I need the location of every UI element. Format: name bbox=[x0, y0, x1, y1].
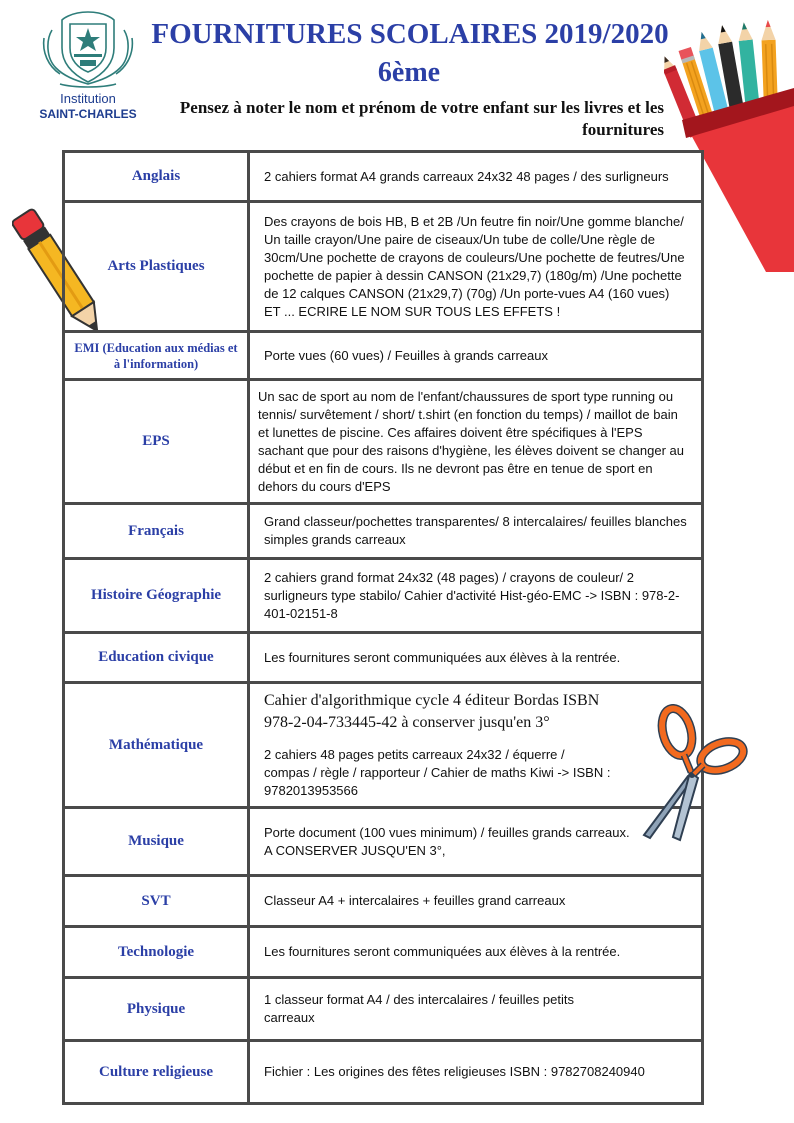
name-reminder-note: Pensez à noter le nom et prénom de votre enfant sur les livres et les fournitures bbox=[179, 98, 664, 139]
table-row bbox=[64, 559, 703, 633]
supply-list bbox=[249, 683, 703, 808]
supply-text: Les fournitures seront communiquées aux élèves à la rentrée. bbox=[264, 944, 621, 959]
table-row bbox=[64, 332, 703, 380]
subject-name: Culture religieuse bbox=[64, 1041, 249, 1104]
subject-name: Education civique bbox=[64, 633, 249, 683]
supply-text: 2 cahiers 48 pages petits carreaux 24x32 / équerre / compas / règle / rapporteur / Cahier de maths Kiwi -> ISBN : 9782013953566 bbox=[264, 747, 611, 798]
subject-name: Arts Plastiques bbox=[64, 202, 249, 332]
school-logo bbox=[34, 8, 142, 120]
supply-text: Porte vues (60 vues) / Feuilles à grands carreaux bbox=[264, 347, 548, 363]
supply-text: 2 cahiers grand format 24x32 (48 pages) / crayons de couleur/ 2 surligneurs type stabilo/ Cahier d'activité Hist-géo-EMC -> ISBN : 978-2-401-02151-8 bbox=[264, 569, 680, 621]
subject-name: Histoire Géographie bbox=[64, 559, 249, 633]
supply-text: Fichier : Les origines des fêtes religieuses ISBN : 9782708240940 bbox=[264, 1064, 645, 1079]
logo-school-name: SAINT-CHARLES bbox=[39, 107, 137, 121]
supply-list bbox=[249, 152, 703, 202]
supply-text: Les fournitures seront communiquées aux élèves à la rentrée. bbox=[264, 649, 621, 665]
table-row bbox=[64, 202, 703, 332]
scissors-icon bbox=[636, 704, 748, 844]
subject-name: Mathématique bbox=[64, 683, 249, 808]
supply-list bbox=[249, 633, 703, 683]
subject-name: Français bbox=[64, 504, 249, 559]
subject-name: Musique bbox=[64, 808, 249, 876]
supplies-table bbox=[62, 150, 704, 1105]
supply-text: 1 classeur format A4 / des intercalaires / feuilles petits carreaux bbox=[264, 992, 574, 1025]
table-row bbox=[64, 978, 703, 1041]
supply-list bbox=[249, 332, 703, 380]
table-row bbox=[64, 633, 703, 683]
supply-text: Classeur A4 + intercalaires + feuilles grand carreaux bbox=[264, 893, 566, 908]
supply-text: Cahier d'algorithmique cycle 4 éditeur Bordas ISBN 978-2-04-733445-42 à conserver jusqu'en 3° bbox=[264, 692, 600, 731]
subject-name: SVT bbox=[64, 876, 249, 927]
subject-name: Anglais bbox=[64, 152, 249, 202]
subject-name: Physique bbox=[64, 978, 249, 1041]
subject-name: EPS bbox=[64, 380, 249, 504]
table-row bbox=[64, 504, 703, 559]
supply-list bbox=[249, 202, 703, 332]
supply-list bbox=[249, 380, 703, 504]
table-row bbox=[64, 152, 703, 202]
crest-logo-icon bbox=[40, 8, 136, 90]
table-row bbox=[64, 380, 703, 504]
table-row bbox=[64, 876, 703, 927]
subject-name: EMI (Education aux médias et à l'information) bbox=[64, 332, 249, 380]
supply-list bbox=[249, 876, 703, 927]
supply-list bbox=[249, 808, 703, 876]
page-title: FOURNITURES SCOLAIRES 2019/2020 bbox=[151, 18, 669, 50]
supply-list bbox=[249, 978, 703, 1041]
class-level: 6ème bbox=[377, 57, 441, 88]
supply-text: A CONSERVER JUSQU'EN 3°, bbox=[264, 842, 446, 858]
table-row bbox=[64, 683, 703, 808]
supply-text: Porte document (100 vues minimum) / feuilles grands carreaux. bbox=[264, 824, 630, 840]
supply-text: Un sac de sport au nom de l'enfant/chaussures de sport type running ou tennis/ survêtement / short/ t.shirt (en fonction du temps) / maillot de bain et lunettes de piscine. Ces affaires doivent être spécifiques à l'EPS sachant que pour des raisons d'hygiène, les élèves doivent se changer au début et en fin de cours. Ils ne devront pas être en tenue de sport en dehors du cours d'EPS bbox=[258, 388, 684, 494]
supply-list bbox=[249, 504, 703, 559]
table-row bbox=[64, 927, 703, 978]
supply-list bbox=[249, 559, 703, 633]
subject-name: Technologie bbox=[64, 927, 249, 978]
logo-institution-label: Institution bbox=[60, 91, 116, 106]
supply-list bbox=[249, 927, 703, 978]
table-row bbox=[64, 1041, 703, 1104]
supply-text: Grand classeur/pochettes transparentes/ 8 intercalaires/ feuilles blanches simples grands carreaux bbox=[264, 514, 687, 547]
supply-text: Des crayons de bois HB, B et 2B /Un feutre fin noir/Une gomme blanche/ Un taille crayon/Une paire de ciseaux/Un tube de colle/Une règle de 30cm/Une pochette de crayons de couleurs/Une pochette de feutres/Une pochette de papier à dessin CANSON (21x29,7) (180g/m) /Une pochette de 12 calques CANSON (21x29,7) (70g) /Un porte-vues A4 (160 vues) ET ... ECRIRE LE NOM SUR TOUS LES EFFETS ! bbox=[264, 213, 685, 319]
supply-text: 2 cahiers format A4 grands carreaux 24x32 48 pages / des surligneurs bbox=[264, 168, 669, 184]
supply-list bbox=[249, 1041, 703, 1104]
table-row bbox=[64, 808, 703, 876]
